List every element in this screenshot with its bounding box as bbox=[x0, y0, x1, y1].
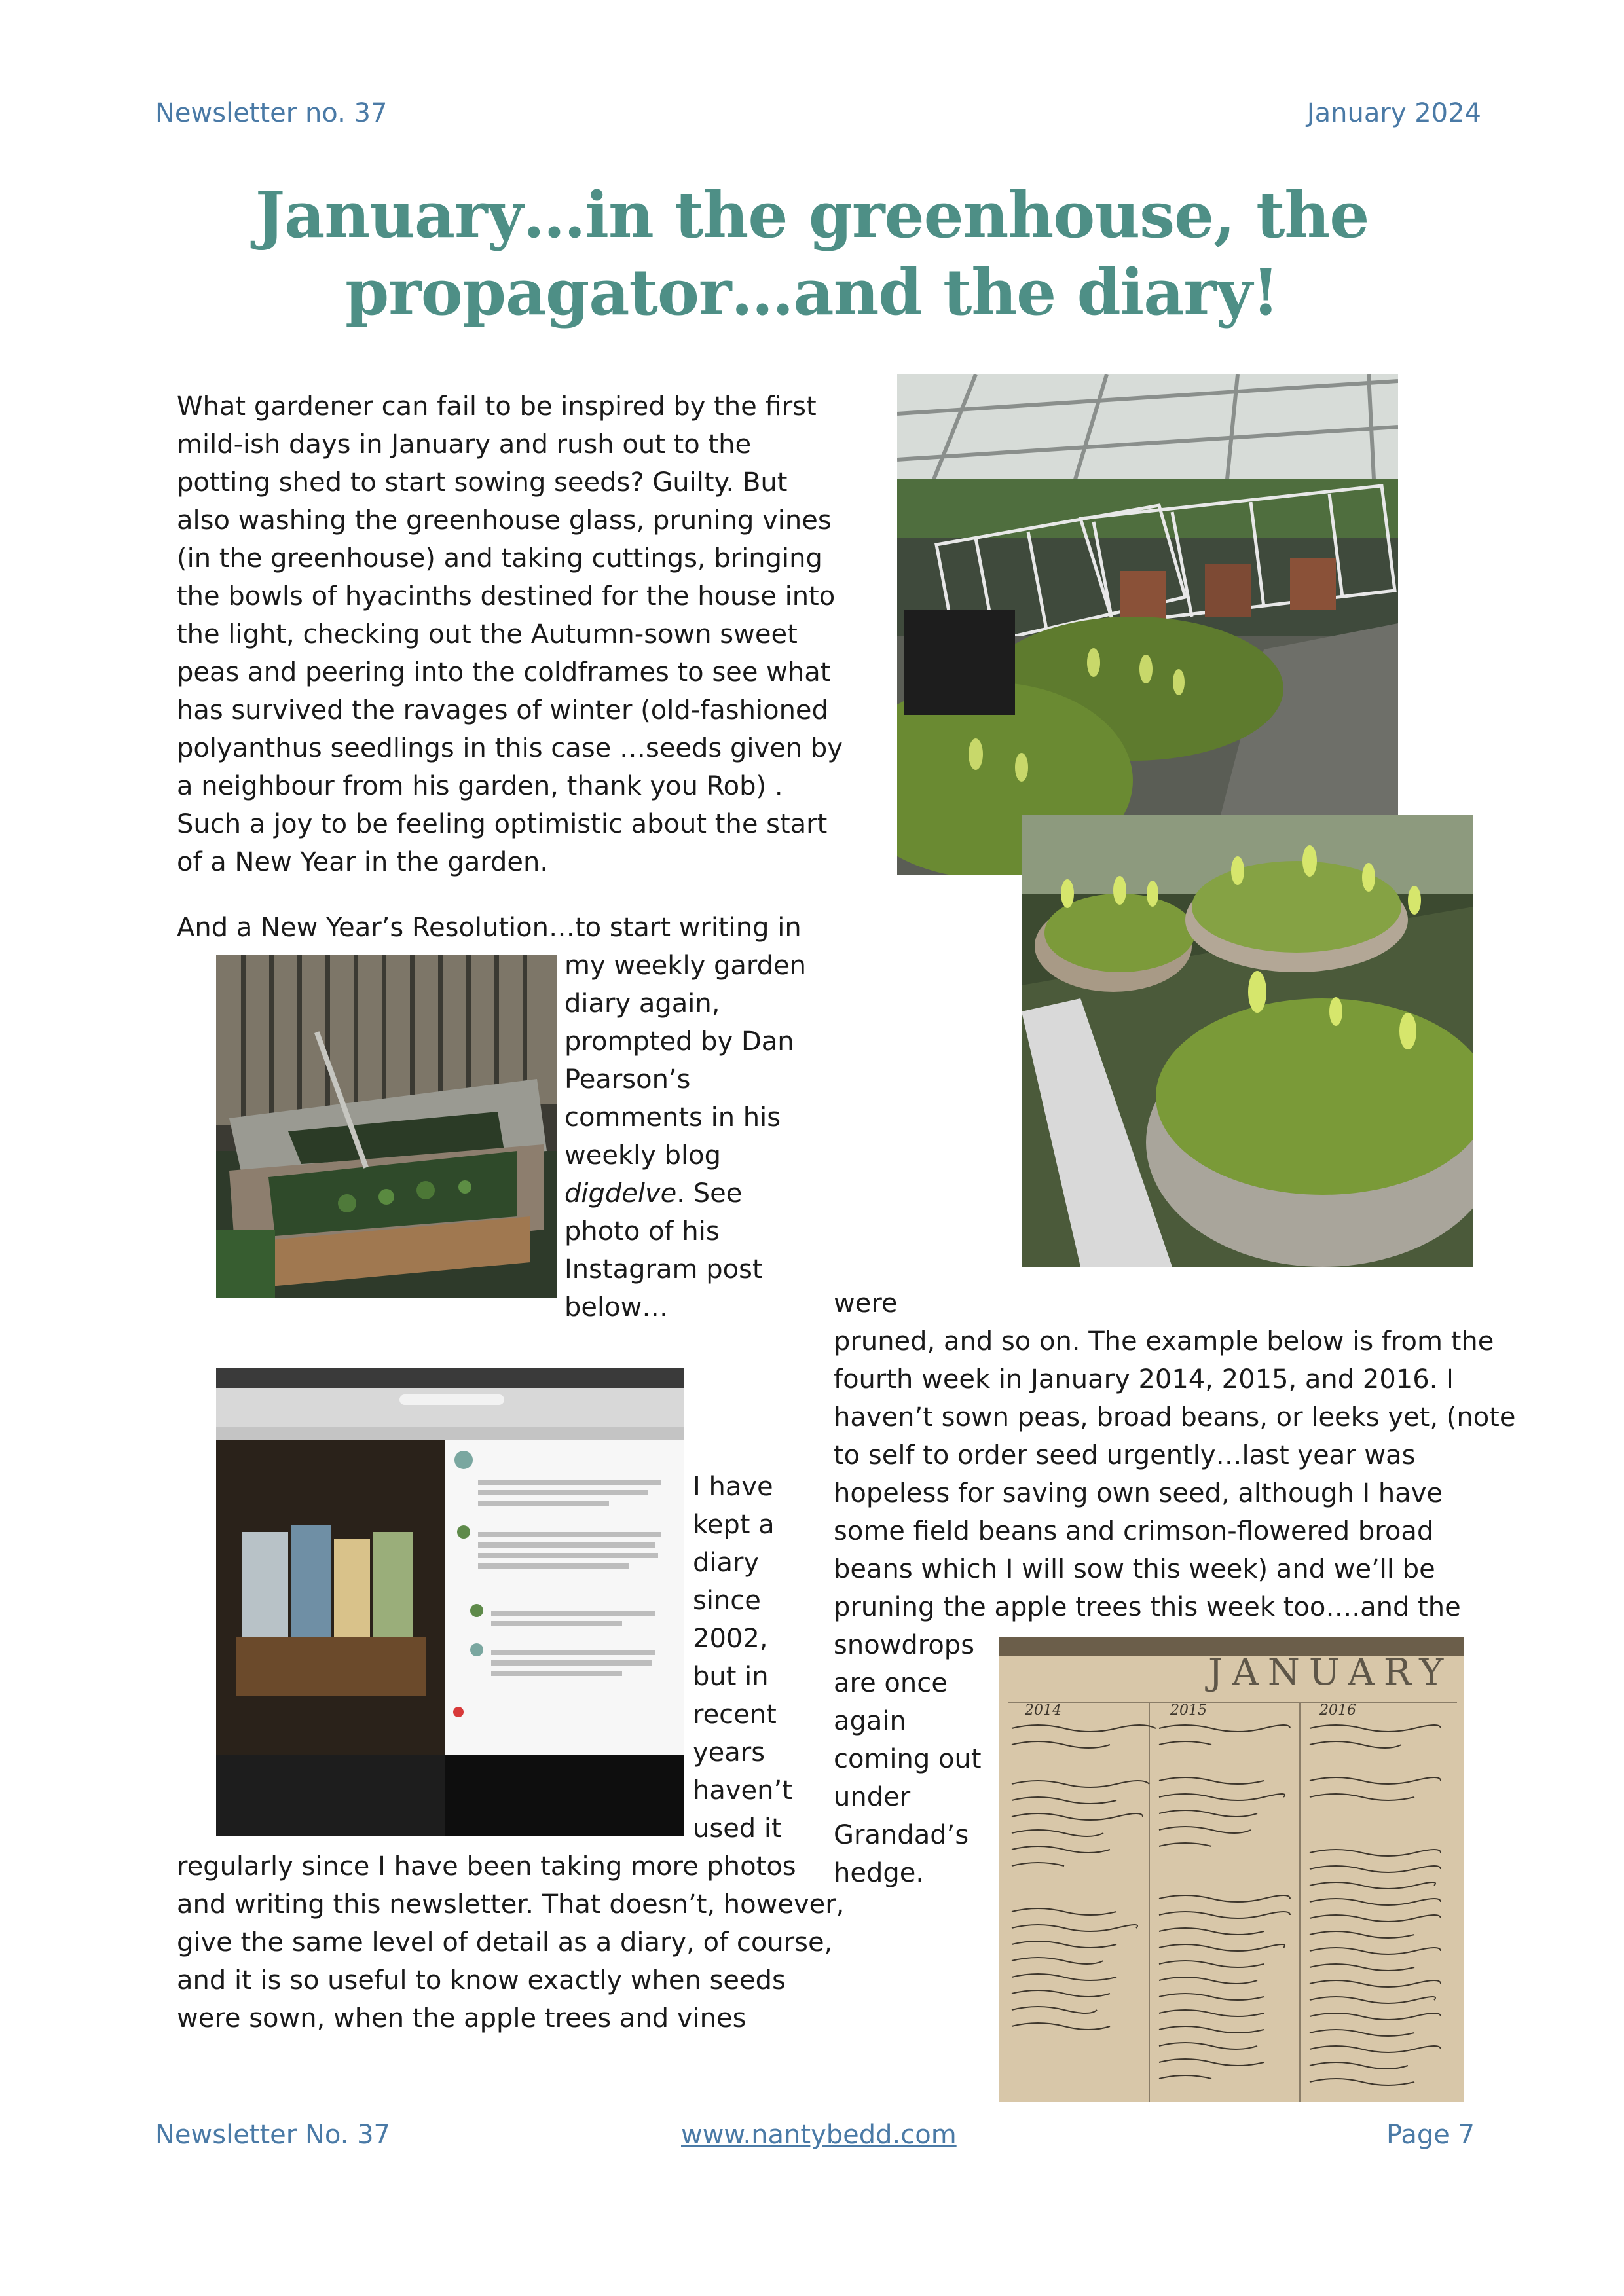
diary-year-2014: 2014 bbox=[1025, 1702, 1061, 1719]
title-line-1: January…in the greenhouse, the bbox=[255, 178, 1369, 252]
greenhouse-photo bbox=[897, 374, 1398, 875]
header-newsletter-number: Newsletter no. 37 bbox=[155, 98, 388, 128]
intro-line: the light, checking out the Autumn-sown sweet bbox=[177, 619, 798, 649]
footer-page-number: Page 7 bbox=[1386, 2120, 1475, 2150]
intro-paragraph bbox=[177, 388, 843, 881]
intro-line: of a New Year in the garden. bbox=[177, 847, 549, 877]
intro-line: also washing the greenhouse glass, pruning vines bbox=[177, 505, 832, 536]
intro-line: the bowls of hyacinths destined for the house into bbox=[177, 581, 836, 611]
intro-line: polyanthus seedlings in this case …seeds given by bbox=[177, 733, 843, 763]
diary-year-2016: 2016 bbox=[1320, 1702, 1356, 1719]
diary-paragraph: regularly since I have been taking more photos and writing this newsletter. That doesn’t, however, give the same level of detail as a diary, of course, and it is so useful to know exactly when seeds were sown, when the apple trees and vines bbox=[177, 1851, 845, 2033]
diary-year-2015: 2015 bbox=[1170, 1702, 1207, 1719]
intro-line: a neighbour from his garden, thank you Rob) . bbox=[177, 771, 783, 801]
coldframe-photo bbox=[216, 955, 557, 1298]
snowdrops-side-text: snowdrops are once again coming out under Grandad’s hedge. bbox=[834, 1630, 982, 1888]
intro-line: What gardener can fail to be inspired by the first bbox=[177, 392, 817, 422]
diary-side-text: I have kept a diary since 2002, but in recent years haven’t used it bbox=[693, 1472, 792, 1844]
footer-newsletter-number: Newsletter No. 37 bbox=[155, 2120, 390, 2150]
diary-month-heading: JANUARY bbox=[1208, 1651, 1453, 1694]
header-date: January 2024 bbox=[1306, 98, 1481, 128]
intro-line: has survived the ravages of winter (old-fashioned bbox=[177, 695, 828, 725]
intro-line: potting shed to start sowing seeds? Guilty. But bbox=[177, 467, 788, 498]
blog-name: digdelve bbox=[564, 1178, 677, 1209]
hyacinth-bowls-photo bbox=[1022, 815, 1473, 1267]
intro-line: mild-ish days in January and rush out to the bbox=[177, 429, 752, 460]
title-line-2: propagator…and the diary! bbox=[345, 255, 1279, 329]
intro-line: (in the greenhouse) and taking cuttings, bringing bbox=[177, 543, 822, 574]
were-word: were bbox=[834, 1288, 898, 1319]
footer-website-link[interactable]: www.nantybedd.com bbox=[681, 2120, 957, 2150]
pruning-paragraph: pruned, and so on. The example below is from the fourth week in January 2014, 2015, and 2016. I haven’t sown peas, broad beans, or leeks yet, (note to self to order seed urgently…last year was hopeless for saving own seed, although I have some field beans and crimson-flowered broad beans which I will sow this week) and we’ll be pruning the apple trees this week too….and the bbox=[834, 1326, 1516, 1622]
resolution-side-text: my weekly garden diary again, prompted by Dan Pearson’s comments in his weekly blog digdelve. See photo of his Instagram post below… bbox=[564, 951, 806, 1322]
instagram-post-photo bbox=[216, 1368, 684, 1836]
intro-line: Such a joy to be feeling optimistic about the start bbox=[177, 809, 828, 839]
resolution-first-line: And a New Year’s Resolution…to start writing in bbox=[177, 913, 802, 943]
intro-line: peas and peering into the coldframes to see what bbox=[177, 657, 831, 687]
garden-diary-photo bbox=[999, 1637, 1464, 2102]
page-title bbox=[157, 177, 1467, 331]
